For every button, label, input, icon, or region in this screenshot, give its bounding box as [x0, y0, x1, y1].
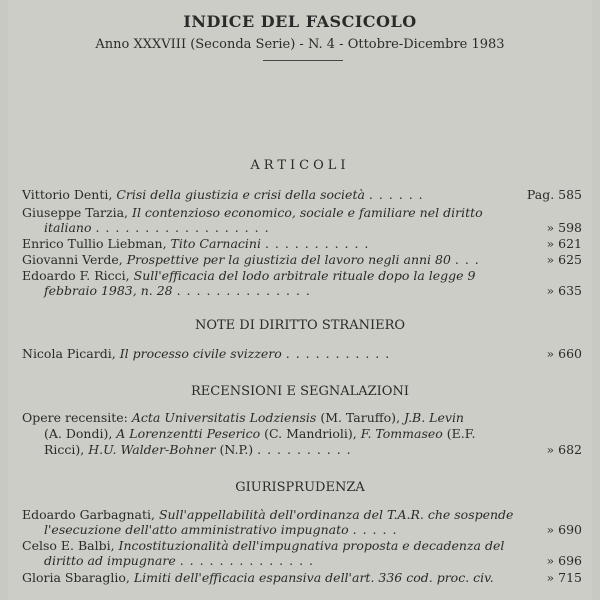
entry-author: Gloria Sbaraglio, [22, 570, 130, 585]
toc-entry-liebman[interactable] [22, 236, 582, 251]
index-page [8, 0, 592, 600]
leader-dots: . . . . . [352, 522, 398, 537]
leader-dots: . . . . . . . . . . [257, 442, 352, 457]
toc-entry-denti[interactable] [22, 187, 582, 202]
entry-page: » 598 [546, 220, 582, 235]
entry-label: Opere recensite: [22, 410, 128, 425]
entry-page: Pag. 585 [526, 187, 582, 202]
entry-title-cont: l'esecuzione dell'atto amministrativo impugnato [44, 522, 349, 537]
entry-title: Crisi della giustizia e crisi della società [116, 187, 365, 202]
toc-entry-recensioni-1[interactable] [22, 410, 582, 425]
leader-dots: . . . . . . . . . . . [264, 236, 370, 251]
entry-title-cont: febbraio 1983, n. 28 [44, 283, 173, 298]
entry-author: Giuseppe Tarzia, [22, 205, 129, 220]
entry-page: » 635 [546, 283, 582, 298]
entry-reviewer: (E.F. [446, 426, 476, 441]
entry-reviewer: Ricci), [44, 442, 85, 457]
toc-entry-balbi[interactable] [22, 538, 582, 553]
entry-title: Il processo civile svizzero [119, 346, 282, 361]
entry-title: F. Tommaseo [360, 426, 443, 441]
entry-title: Il contenzioso economico, sociale e familiare nel diritto [132, 205, 483, 220]
entry-title-cont: italiano [44, 220, 92, 235]
entry-author: Celso E. Balbi, [22, 538, 115, 553]
entry-reviewer: (C. Mandrioli), [264, 426, 357, 441]
entry-page: » 715 [546, 570, 582, 585]
entry-author: Nicola Picardi, [22, 346, 116, 361]
section-recensioni: RECENSIONI E SEGNALAZIONI [191, 384, 409, 399]
toc-entry-recensioni-3[interactable] [44, 442, 582, 457]
toc-entry-garbagnati-cont[interactable] [44, 522, 582, 537]
entry-author: Vittorio Denti, [22, 187, 113, 202]
toc-entry-balbi-cont[interactable] [44, 553, 582, 568]
section-articoli: ARTICOLI [250, 158, 350, 173]
section-giurisprudenza: GIURISPRUDENZA [235, 480, 365, 495]
toc-entry-picardi[interactable] [22, 346, 582, 361]
entry-author: Edoardo Garbagnati, [22, 507, 155, 522]
entry-title: Incostituzionalità dell'impugnativa proposta e decadenza del [118, 538, 505, 553]
toc-entry-verde[interactable] [22, 252, 582, 267]
issue-subtitle: Anno XXXVIII (Seconda Serie) - N. 4 - Ottobre-Dicembre 1983 [95, 37, 505, 52]
entry-title: Limiti dell'efficacia espansiva dell'art. 336 cod. proc. civ. [133, 570, 494, 585]
toc-entry-ricci-cont[interactable] [44, 283, 582, 298]
toc-entry-recensioni-2[interactable] [44, 426, 582, 441]
entry-page: » 696 [546, 553, 582, 568]
entry-author: Giovanni Verde, [22, 252, 123, 267]
toc-entry-ricci[interactable] [22, 268, 582, 283]
toc-entry-tarzia-cont[interactable] [44, 220, 582, 235]
section-note: NOTE DI DIRITTO STRANIERO [194, 318, 406, 333]
leader-dots: . . . . . . . . . . . . . . [179, 553, 315, 568]
entry-page: » 682 [546, 442, 582, 457]
leader-dots: . . . . . . . . . . . . . . [176, 283, 311, 298]
leader-dots: . . . . . . . . . . . . . . . . . . [95, 220, 270, 235]
toc-entry-tarzia[interactable] [22, 205, 582, 220]
entry-page: » 690 [546, 522, 582, 537]
entry-title: J.B. Levin [404, 410, 464, 425]
entry-title: Acta Universitatis Lodziensis [131, 410, 317, 425]
entry-title: Sull'efficacia del lodo arbitrale rituale dopo la legge 9 [133, 268, 476, 283]
title-rule [263, 60, 343, 61]
entry-page: » 660 [546, 346, 582, 361]
entry-title: H.U. Walder-Bohner [88, 442, 216, 457]
leader-dots: . . . . . . . . . . . [285, 346, 391, 361]
entry-title: Prospettive per la giustizia del lavoro negli anni 80 [126, 252, 451, 267]
entry-page: » 625 [546, 252, 582, 267]
entry-title: Sull'appellabilità dell'ordinanza del T.A.R. che sospende [158, 507, 514, 522]
entry-reviewer: (N.P.) [219, 442, 254, 457]
leader-dots: . . . . . . [368, 187, 424, 202]
entry-page: » 621 [546, 236, 582, 251]
entry-author: Enrico Tullio Liebman, [22, 236, 167, 251]
leader-dots: . . . [454, 252, 480, 267]
entry-title: A Lorenzentti Peserico [116, 426, 261, 441]
toc-entry-sbaraglio[interactable] [22, 570, 582, 585]
toc-entry-garbagnati[interactable] [22, 507, 582, 522]
entry-reviewer: (A. Dondi), [44, 426, 113, 441]
entry-title: Tito Carnacini [170, 236, 261, 251]
page-title: INDICE DEL FASCICOLO [183, 12, 417, 31]
entry-author: Edoardo F. Ricci, [22, 268, 130, 283]
entry-reviewer: (M. Taruffo), [320, 410, 401, 425]
entry-title-cont: diritto ad impugnare [44, 553, 176, 568]
